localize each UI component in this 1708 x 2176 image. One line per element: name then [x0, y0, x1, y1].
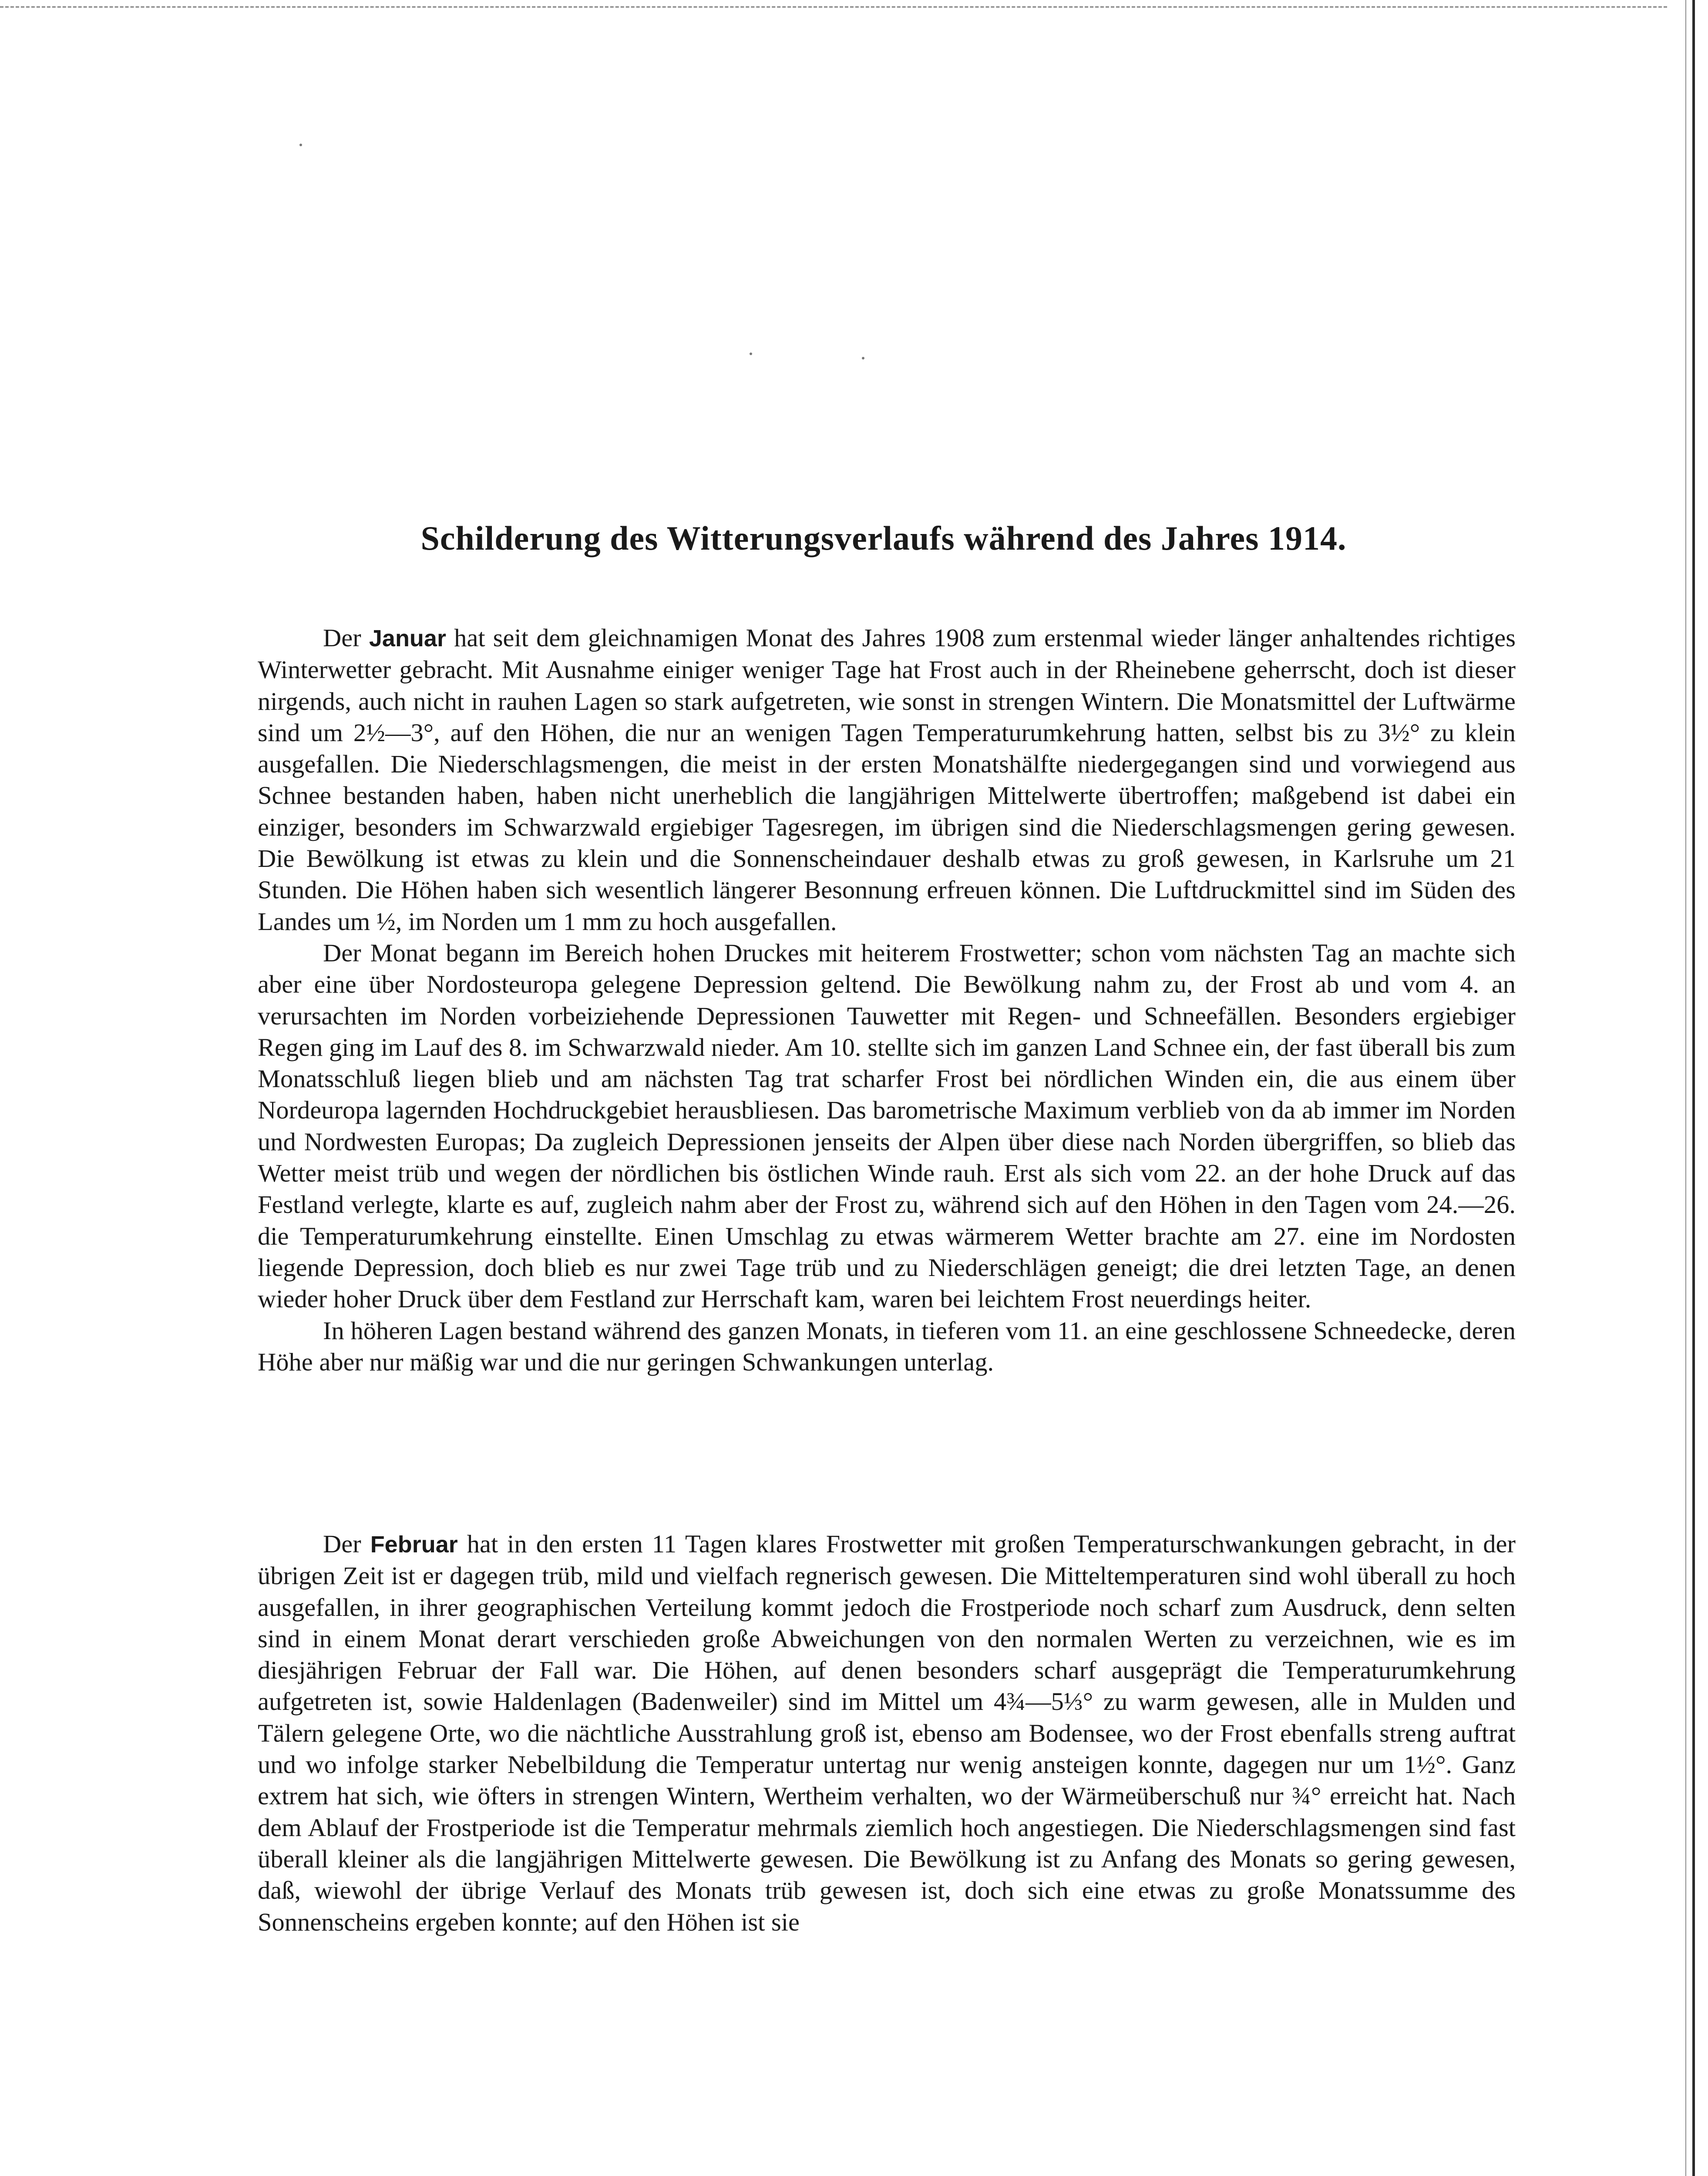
paragraph: In höheren Lagen bestand während des ganzen Monats, in tieferen vom 11. an eine geschlossene Schneedecke, deren Höhe aber nur mäßig war und die nur geringen Schwankungen unterlag. [258, 1316, 1516, 1376]
page-title: Schilderung des Witterungsverlaufs während des Jahres 1914. [420, 519, 1347, 557]
paragraph: Der Monat begann im Bereich hohen Druckes mit heiterem Frostwetter; schon vom nächsten Tag an machte sich aber eine über Nordosteuropa gelegene Depression geltend. Die Bewölkung nahm zu, der Frost ab und vom 4. an verursachten im Norden vorbeiziehende Depressionen Tauwetter mit Regen- und Schneefällen. Besonders ergiebiger Regen ging im Lauf des 8. im Schwarzwald nieder. Am 10. stellte sich im ganzen Land Schnee ein, der fast überall bis zum Monatsschluß liegen blieb und am nächsten Tag trat scharfer Frost bei nördlichen Winden ein, die aus einem über Nordeuropa lagernden Hochdruckgebiet herausbliesen. Das barometrische Maximum verblieb von da ab immer im Norden und Nordwesten Europas; Da zugleich Depressionen jenseits der Alpen über diese nach Norden übergriffen, so blieb das Wetter meist trüb und wegen der nördlichen bis östlichen Winde rauh. Erst als sich vom 22. an der hohe Druck auf das Festland verlegte, klarte es auf, zugleich nahm aber der Frost zu, während sich auf den Höhen in den Tagen vom 24.—26. die Temperaturumkehrung einstellte. Einen Umschlag zu etwas wärmerem Wetter brachte am 27. eine im Nordosten liegende Depression, doch blieb es nur zwei Tage trüb und zu Niederschlägen geneigt; die drei letzten Tage, an denen wieder hoher Druck über dem Festland zur Herrschaft kam, waren bei leichtem Frost neuerdings heiter. [258, 938, 1516, 1313]
paragraph-text: hat in den ersten 11 Tagen klares Frostwetter mit großen Temperaturschwankungen gebracht, in der übrigen Zeit ist er dagegen trüb, mild und vielfach regnerisch gewesen. Die Mitteltemperaturen sind wohl überall zu hoch ausgefallen, in ihrer geographischen Verteilung kommt jedoch die Frostperiode noch scharf zum Ausdruck, denn selten sind in einem Monat derart verschieden große Abweichungen von den normalen Werten zu verzeichnen, wie es im diesjährigen Februar der Fall war. Die Höhen, auf denen besonders scharf ausgeprägt die Temperaturumkehrung aufgetreten ist, sowie Haldenlagen (Badenweiler) sind im Mittel um 4¾—5⅓° zu warm gewesen, alle in Mulden und Tälern gelegene Orte, wo die nächtliche Ausstrahlung groß ist, ebenso am Bodensee, wo der Frost ebenfalls streng auftrat und wo infolge starker Nebelbildung die Temperatur untertag nur wenig ansteigen konnte, dagegen nur um 1½°. Ganz extrem hat sich, wie öfters in strengen Wintern, Wertheim verhalten, wo der Wärmeüberschuß nur ¾° erreicht hat. Nach dem Ablauf der Frostperiode ist die Temperatur mehrmals ziemlich hoch angestiegen. Die Niederschlagsmengen sind fast überall kleiner als die langjährigen Mittelwerte gewesen. Die Bewölkung ist zu Anfang des Monats so gering gewesen, daß, wiewohl der übrige Verlauf des Monats trüb gewesen ist, doch sich eine etwas zu große Monatssumme des Sonnenscheins ergeben konnte; auf den Höhen ist sie [258, 1530, 1516, 1936]
section-februar [258, 1528, 1516, 1938]
month-heading-februar: Februar [370, 1531, 458, 1558]
paragraph-text: hat seit dem gleichnamigen Monat des Jahres 1908 zum erstenmal wieder länger anhaltendes richtiges Winterwetter gebracht. Mit Ausnahme einiger weniger Tage hat Frost auch in der Rheinebene geherrscht, doch ist dieser nirgends, auch nicht in rauhen Lagen so stark aufgetreten, wie sonst in strengen Wintern. Die Monatsmittel der Luftwärme sind um 2½—3°, auf den Höhen, die nur an wenigen Tagen Temperaturumkehrung hatten, selbst bis zu 3½° zu klein ausgefallen. Die Niederschlagsmengen, die meist in der ersten Monatshälfte niedergegangen sind und vorwiegend aus Schnee bestanden haben, haben nicht unerheblich die langjährigen Mittelwerte übertroffen; maßgebend ist dabei ein einziger, besonders im Schwarzwald ergiebiger Tagesregen, im übrigen sind die Niederschlagsmengen gering gewesen. Die Bewölkung ist etwas zu klein und die Sonnenscheindauer deshalb etwas zu groß gewesen, in Karlsruhe um 21 Stunden. Die Höhen haben sich wesentlich längerer Besonnung erfreuen können. Die Luftdruckmittel sind im Süden des Landes um ½, im Norden um 1 mm zu hoch ausgefallen. [258, 624, 1516, 936]
paragraph [258, 622, 1516, 937]
scan-speck [750, 353, 752, 355]
scan-top-border [0, 6, 1667, 8]
article-word: Der [323, 1530, 361, 1558]
article-word: Der [323, 624, 361, 652]
paragraph [258, 1528, 1516, 1938]
month-heading-januar: Januar [369, 625, 446, 651]
scan-right-border-thin [1685, 0, 1686, 2176]
scan-speck [862, 357, 864, 359]
scan-right-border [1692, 0, 1695, 2176]
scan-speck [299, 144, 302, 146]
section-januar [258, 622, 1516, 1378]
